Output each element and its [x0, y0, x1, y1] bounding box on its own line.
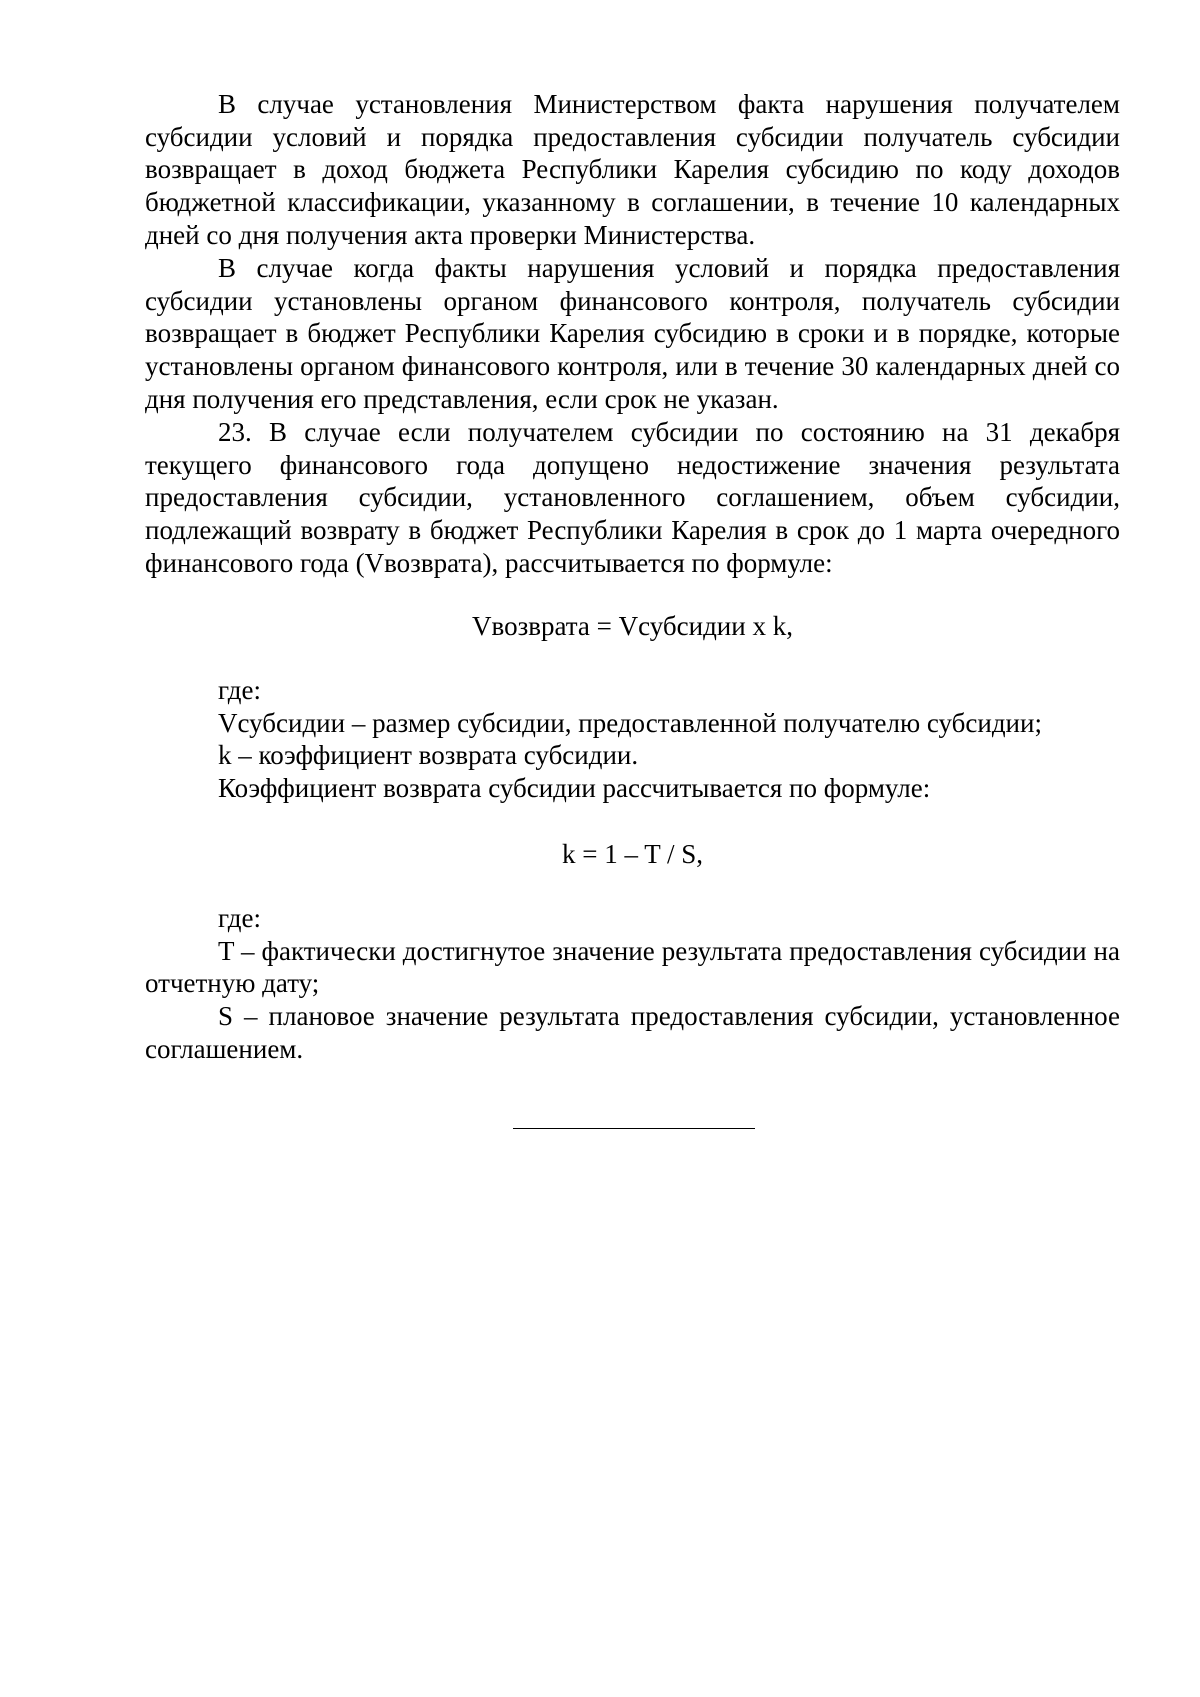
- definitions-block-2: [145, 902, 1120, 1066]
- formula-coefficient: [145, 838, 1120, 871]
- paragraph-refund-by-control-body: [145, 252, 1120, 416]
- paragraph-refund-by-ministry: [145, 88, 1120, 252]
- definition-k: k – коэффициент возврата субсидии.: [218, 740, 639, 771]
- paragraph-item-23: [145, 416, 1120, 580]
- formula-text: k = 1 – T / S,: [561, 839, 703, 869]
- formula-text: Vвозврата = Vсубсидии x k,: [472, 611, 793, 641]
- formula-refund-volume: [145, 610, 1120, 643]
- where-label: где:: [218, 675, 261, 705]
- paragraph-text: В случае когда факты нарушения условий и порядка предоставления субсидии установлены органом финансового контроля, получатель субсидии возвращает в бюджет Республики Карелия субсидию в сроки и в порядке, которые установлены органом финансового контроля, или в течение 30 календарных дней со дня получения его представления, если срок не указан.: [145, 253, 1120, 414]
- definition-t: T – фактически достигнутое значение результата предоставления субсидии на отчетную дату;: [145, 935, 1120, 999]
- coefficient-intro: Коэффициент возврата субсидии рассчитывается по формуле:: [218, 773, 931, 804]
- definition-vsubsidy: Vсубсидии – размер субсидии, предоставленной получателю субсидии;: [218, 707, 1042, 738]
- paragraph-text: В случае установления Министерством факта нарушения получателем субсидии условий и порядка предоставления субсидии получатель субсидии возвращает в доход бюджета Республики Карелия субсидию по коду доходов бюджетной классификации, указанному в соглашении, в течение 10 календарных дней со дня получения акта проверки Министерства.: [145, 89, 1120, 250]
- where-label: где:: [218, 903, 261, 933]
- definitions-block-1: [145, 674, 1120, 805]
- definition-s: S – плановое значение результата предоставления субсидии, установленное соглашением.: [145, 1001, 1120, 1064]
- paragraph-text: 23. В случае если получателем субсидии по состоянию на 31 декабря текущего финансового года допущено недостижение значения результата предоставления субсидии, установленного соглашением, объем субсидии, подлежащий возврату в бюджет Республики Карелия в срок до 1 марта очередного финансового года (Vвозврата), рассчитывается по формуле:: [145, 417, 1120, 578]
- end-separator-line: [513, 1128, 755, 1129]
